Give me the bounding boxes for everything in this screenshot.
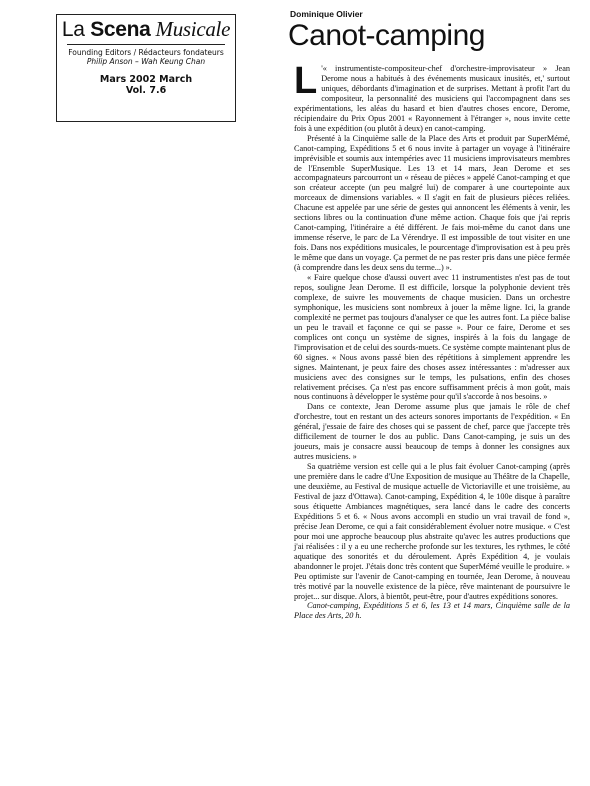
masthead-divider (67, 44, 225, 45)
article-paragraph: « Faire quelque chose d'aussi ouvert avec 11 instrumentistes n'est pas de tout repos, souligne Jean Derome. Il est difficile, lorsque la polyphonie devient très complexe, de suivre les mouvements de chaque musicien. Dans un orchestre symphonique, les musiciens sont nombreux à jouer la même ligne. Ici, la grande complexité ne permet pas toujours d'analyser ce que les autres font. La pièce balise un peu le travail et façonne ce qui se passe ». Pour ce faire, Derome et ses complices ont conçu un système de signes, inspirés à la fois du langage de l'improvisation et de celui des sourds-muets. Ce système compte maintenant plus de 60 signes. « Nous avons passé bien des répétitions à simplement apprendre les signes. Maintenant, je peux faire des choses assez intéressantes : m'adresser aux musiciens avec des consignes sur le temps, les pulsations, enfin des choses relativement précises. Ça n'est pas encore suffisamment précis à mon goût, mais nous continuons à développer le système pour qu'il s'accorde à nos besoins. » (294, 273, 570, 402)
logo-word-la: La (61, 18, 91, 41)
article-paragraph: Présenté à la Cinquième salle de la Place des Arts et produit par SuperMémé, Canot-camping, Expéditions 5 et 6 nous invite à partager un voyage à l'itinéraire imprévisible et soumis aux intempéries avec 11 musiciens improvisateurs membres de l'Ensemble SuperMusique. Les 13 et 14 mars, Jean Derome et ses accompagnateurs parcourront un « réseau de pièces » appelé Canot-camping et que son créateur accepte (un peu malgré lui) de comparer à une courtepointe aux morceaux de dimensions variables. « Il s'agit en fait de plusieurs pièces reliées. Chacune est appelée par une série de gestes qui annoncent les éléments à venir, les sections libres ou la continuation d'une même action. Chaque fois que j'ai repris Canot-camping, l'itinéraire a été différent. Je fais moi-même du canot dans une immense réserve, le parc de La Vérendrye. Il est impossible de tout visiter en une fois. Dans nos expéditions musicales, le pourcentage d'improvisation est à peu près le même que dans un voyage. Ça permet de ne pas rester pris dans une pièce fermée (à comprendre dans les deux sens du terme...) ». (294, 133, 570, 273)
logo-word-scena: Scena (90, 18, 151, 41)
founding-editors-label: Founding Editors / Rédacteurs fondateurs (68, 48, 224, 57)
la-scena-musicale-logo (57, 17, 235, 42)
article-paragraph (294, 60, 570, 134)
drop-cap: L (294, 60, 318, 102)
logo-word-musicale: Musicale (150, 17, 231, 41)
issue-date: Mars 2002 March (99, 74, 193, 85)
event-credit: Canot-camping, Expéditions 5 et 6, les 13 et 14 mars, Cinquième salle de la Place des Arts, 20 h. (294, 601, 570, 621)
article-paragraph: Sa quatrième version est celle qui a le plus fait évoluer Canot-camping (après une première dans le cadre d'Une Exposition de musique au Théâtre de la Chapelle, une deuxième, au Festival de musique actuelle de Victoriaville et une troisième, au Festival de jazz d'Ottawa). Canot-camping, Expédition 4, le 100e disque à paraître sous étiquette Ambiances magnétiques, sera lancé dans le cadre des concerts Expéditions 5 et 6. « Nous avons accompli en studio un vrai travail de fond », précise Jean Derome, ce qui a fait considérablement évoluer notre musique. « C'est pour moi une approche beaucoup plus abstraite qu'avec les autres productions que j'ai réalisées : il y a eu une recherche profonde sur les textures, les rythmes, le côté aquatique des sonorités et du déroulement. Après Expédition 4, je voulais abandonner le projet. J'étais donc très content que SuperMémé veuille le produire. » Peu optimiste sur l'avenir de Canot-camping en tournée, Jean Derome, à nouveau très motivé par la nouvelle existence de la pièce, rêve maintenant de poursuivre le projet... sur disque. Alors, à bientôt, peut-être, pour d'autres expéditions sonores. (294, 462, 570, 601)
article-paragraph: Dans ce contexte, Jean Derome assume plus que jamais le rôle de chef d'orchestre, tout en restant un des acteurs sonores importants de l'expédition. « En général, j'essaie de faire des choses qui se passent de chef, parce que j'accepte très difficilement de tourner le dos au public. Dans Canot-camping, je suis un des joueurs, mais je consacre aussi beaucoup de temps à donner les consignes aux autres musiciens. » (294, 402, 570, 462)
author-byline: Dominique Olivier (290, 9, 363, 19)
editor-names: Philip Anson – Wah Keung Chan (86, 57, 206, 66)
masthead (56, 14, 236, 122)
article-title: Canot-camping (288, 19, 485, 52)
article-body (294, 60, 570, 621)
volume-number: Vol. 7.6 (125, 85, 167, 96)
paragraph-text: '« instrumentiste-compositeur-chef d'orchestre-improvisateur » Jean Derome nous a habitués à des événements musicaux inusités, et,' surtout uniques, débordants d'imagination et de surprises. Mettant à profit l'art du compositeur, la personnalité des musiciens qui l'accompagnent dans ses expérimentations, les aléas du hasard et bien d'autres choses encore, Derome, récipiendaire du Prix Opus 2001 « Rayonnement à l'étranger », nous invite cette fois à une expédition (ou plutôt à deux) en canot-camping. (294, 64, 570, 133)
